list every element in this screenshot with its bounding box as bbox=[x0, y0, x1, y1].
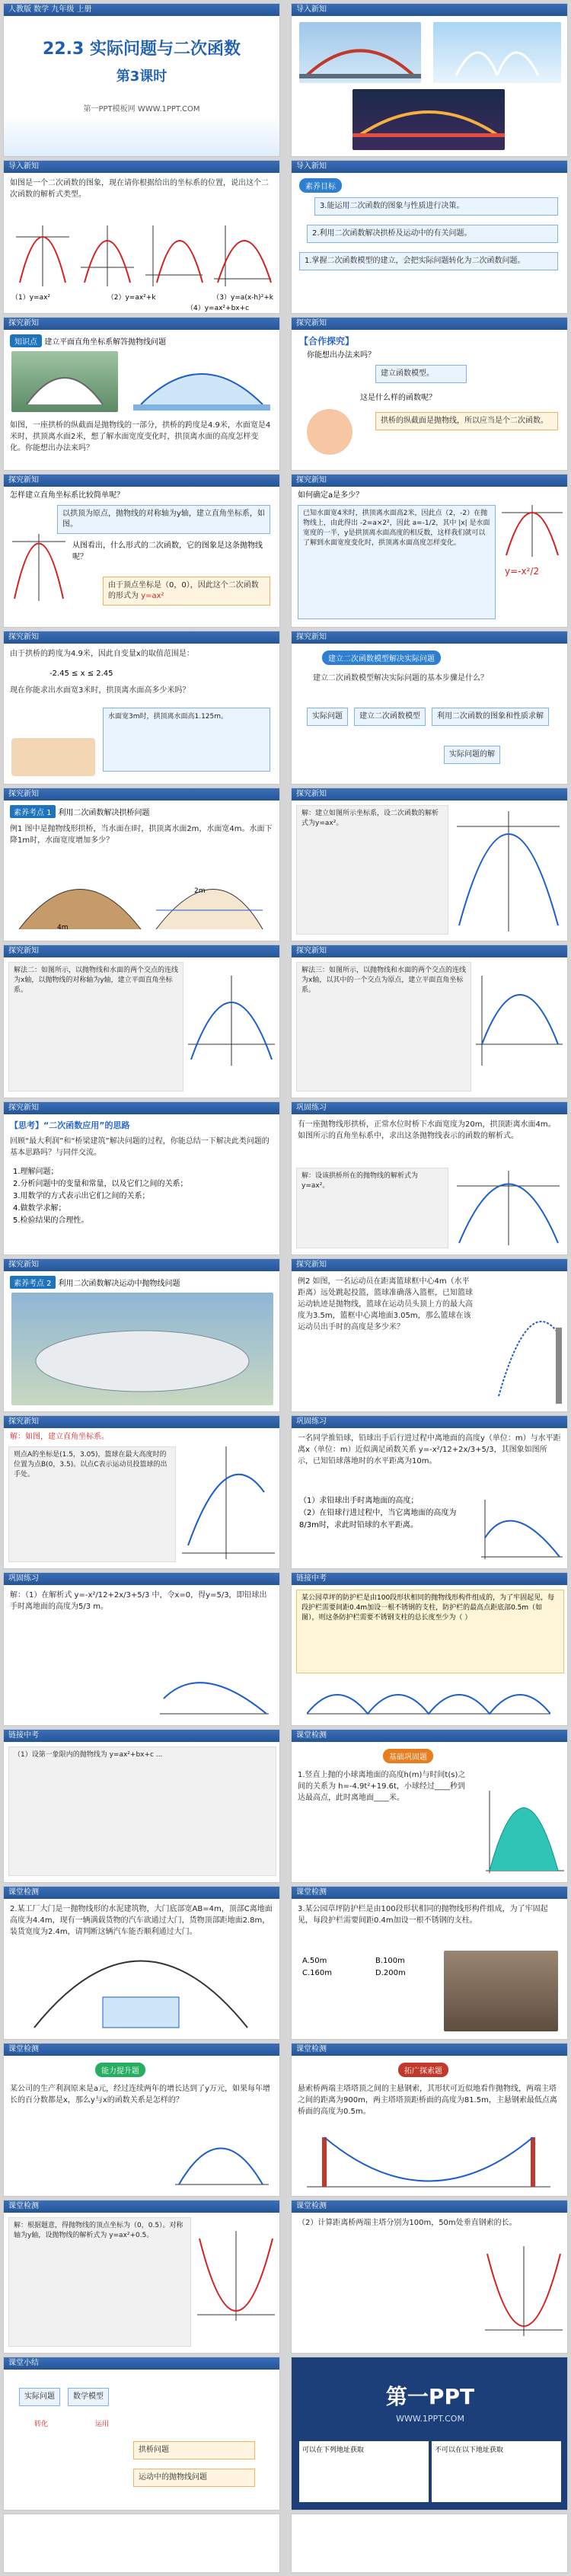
option-d[interactable]: D.200m bbox=[375, 1969, 406, 1977]
find-a-diagram bbox=[500, 505, 564, 558]
student-avatar bbox=[307, 409, 352, 455]
type-label-1: （1）y=ax² bbox=[11, 294, 51, 302]
method-2-graph bbox=[187, 976, 276, 1067]
goal-3: 3.能运用二次函数的图象与性质进行决策。 bbox=[314, 197, 558, 216]
example-2-text: 例2 如图，一名运动员在距离篮球框中心4m（水平距离）远处跳起投篮，篮球准确落入篮框，已知篮球运动轨迹是抛物线，篮球在运动员头顶上方的最大高度为3.5m，篮框中心离地面3.05m，那么篮球在该运动员出手时的高度是多少米？ bbox=[298, 1277, 473, 1331]
slide-header: 探究新知 bbox=[4, 1102, 279, 1114]
slide-header: 链接中考 bbox=[4, 1730, 279, 1742]
slide-header: 导入新知 bbox=[292, 161, 567, 173]
slide-practice-1 bbox=[291, 1101, 568, 1255]
basic-tag: 基础巩固题 bbox=[383, 1749, 433, 1763]
range-text: 由于拱桥的跨度为4.9米，因此自变量x的取值范围是： bbox=[10, 650, 194, 658]
basketball-diagram bbox=[491, 1305, 564, 1404]
goal-1: 1.掌握二次函数模型的建立，会把实际问题转化为二次函数问题。 bbox=[299, 252, 558, 270]
test-2-text: 2.某工厂大门是一抛物线形的水泥建筑物，大门底部宽AB=4m，顶部C离地面高度为4.4m，现有一辆满载货物的汽车欲通过大门，货物顶部距地面2.8m，装货宽度为2.4m，请判断这辆汽车能否顺利通过大门。 bbox=[10, 1905, 273, 1936]
fountain-photo bbox=[433, 22, 561, 83]
slide-blank bbox=[3, 2514, 280, 2573]
shotput-q2: （2）在铅球行进过程中，当它离地面的高度为8/3m时，求此时铅球的水平距离。 bbox=[299, 1509, 457, 1529]
option-b[interactable]: B.100m bbox=[375, 1957, 405, 1965]
example-2-title: 利用二次函数解决运动中抛物线问题 bbox=[58, 1280, 180, 1288]
think-step-2: 2.分析问题中的变量和常量，以及它们之间的关系； bbox=[13, 1180, 188, 1188]
slide-header: 探究新知 bbox=[292, 475, 567, 487]
shotput-text: 一名同学推铅球，铅球出手后行进过程中离地面的高度y（单位：m）与水平距离x（单位：m）近似满足函数关系 y=-x²/12+2x/3+5/3，其图象如图所示，已知铅球落地时的水平距离为10m。 bbox=[298, 1434, 561, 1465]
method-3-graph bbox=[474, 976, 564, 1067]
intro-text: 如图是一个二次函数的图象，现在请你根据给出的坐标系的位置，说出这个二次函数的解析式类型。 bbox=[10, 179, 269, 199]
slide-header: 探究新知 bbox=[292, 318, 567, 330]
slide-header: 巩固练习 bbox=[292, 1102, 567, 1114]
solution-graph bbox=[453, 811, 564, 933]
think-text: 回顾“最大利润”和“桥梁建筑”解决问题的过程，你能总结一下解决此类问题的基本思路吗？与同伴交流。 bbox=[10, 1137, 270, 1157]
slide-header: 课堂小结 bbox=[4, 2357, 279, 2370]
bridge-cable-text: 悬索桥两端主塔塔顶之间的主悬钢索，其形状可近似地看作抛物线，两端主塔之间的距离为900m，两主塔塔顶距桥面的高度为81.5m，主悬钢索最低点离桥面的高度为0.5m。 bbox=[298, 2085, 557, 2116]
type-label-3: （3）y=a(x-h)²+k bbox=[212, 294, 273, 302]
slide-blank-2 bbox=[291, 2514, 568, 2573]
step-1: 实际问题 bbox=[307, 708, 348, 726]
bridge-cable-graph bbox=[307, 2133, 550, 2190]
slide-header: 探究新知 bbox=[4, 631, 279, 644]
slide-parabola-types bbox=[3, 160, 280, 314]
cable-calc-text: （2）计算距离桥两端主塔分别为100m，50m处垂直钢索的长。 bbox=[298, 2219, 517, 2227]
coord-question: 怎样建立直角坐标系比较简单呢？ bbox=[10, 491, 124, 500]
width-label: 4m bbox=[57, 924, 69, 932]
brand-site[interactable]: WWW.1PPT.COM bbox=[396, 2414, 464, 2424]
slide-header: 导入新知 bbox=[4, 161, 279, 173]
knowledge-heading: 建立平面直角坐标系解答抛物线问题 bbox=[44, 338, 167, 347]
step-4: 实际问题的解 bbox=[444, 746, 500, 764]
slide-cable-solution bbox=[3, 2200, 280, 2354]
slide-header: 探究新知 bbox=[4, 1416, 279, 1428]
slide-test-4 bbox=[3, 2043, 280, 2197]
test-4-graph bbox=[171, 2127, 270, 2188]
slide-header: 课堂检测 bbox=[4, 1887, 279, 1899]
think-title: 【思考】“二次函数应用”的思路 bbox=[10, 1120, 130, 1130]
slide-cooperation bbox=[291, 317, 568, 471]
slide-header: 探究新知 bbox=[292, 631, 567, 644]
parabola-diagrams bbox=[8, 222, 276, 290]
slide-method-3 bbox=[291, 944, 568, 1098]
summary-math-model: 数学模型 bbox=[68, 2388, 109, 2406]
coord-answer: 以拱顶为原点，抛物线的对称轴为y轴，建立直角坐标系，如图。 bbox=[57, 505, 270, 534]
slide-header: 探究新知 bbox=[292, 1259, 567, 1271]
think-step-4: 4.做数学求解； bbox=[13, 1204, 66, 1213]
summary-real-problem: 实际问题 bbox=[19, 2388, 60, 2406]
shotput-graph bbox=[477, 1500, 564, 1561]
slide-header: 探究新知 bbox=[292, 945, 567, 957]
find-a-question: 如何确定a是多少？ bbox=[298, 491, 364, 500]
range-answer: 水面宽3m时，拱顶离水面高1.125m。 bbox=[103, 708, 270, 772]
slide-header: 探究新知 bbox=[4, 788, 279, 801]
step-3: 利用二次函数的图象和性质求解 bbox=[432, 708, 549, 726]
stadium-photo bbox=[11, 1293, 273, 1405]
range-value: -2.45 ≤ x ≤ 2.45 bbox=[49, 670, 113, 678]
slide-header: 人教版 数学 九年级 上册 bbox=[4, 4, 279, 16]
method-3-text: 解法三：如图所示，以抛物线和水面的两个交点的连线为x轴，以其中的一个交点为原点，建立平面直角坐标系。 bbox=[296, 962, 471, 1091]
think-step-1: 1.理解问题； bbox=[13, 1168, 59, 1176]
goal-2: 2.利用二次函数解决拱桥及运动中的有关问题。 bbox=[307, 225, 558, 243]
example-2-badge: 素养考点 2 bbox=[10, 1276, 56, 1289]
slide-example-2-intro bbox=[3, 1258, 280, 1412]
brand-footer-right: 不可以在以下地址获取 bbox=[432, 2441, 561, 2502]
find-a-formula: y=-x²/2 bbox=[505, 566, 540, 577]
slide-header: 探究新知 bbox=[4, 945, 279, 957]
slide-exam-solution bbox=[3, 1729, 280, 1883]
stone-bridge-photo bbox=[11, 351, 118, 412]
vertex-text: 由于顶点坐标是（0，0），因此这个二次函数的形式为 bbox=[108, 581, 259, 600]
slide-coordinate bbox=[3, 474, 280, 628]
slide-practice-2 bbox=[291, 1415, 568, 1569]
slide-solution-2 bbox=[3, 1415, 280, 1569]
example-title: 利用二次函数解决拱桥问题 bbox=[58, 809, 150, 817]
solution-2-graph bbox=[180, 1446, 276, 1561]
shotput-solution-graph bbox=[156, 1664, 270, 1718]
slide-header: 课堂检测 bbox=[4, 2200, 279, 2213]
slide-test-2 bbox=[3, 1886, 280, 2040]
slide-test-3 bbox=[291, 1886, 568, 2040]
find-a-answer: 已知水面宽4米时，拱顶离水面高2米，因此点（2，-2）在抛物线上，由此得出 -2=a×2²，因此 a=-1/2，其中 |x| 是水面宽度的一半，y是拱顶离水面高度的相反数，这样我们就可以了解到水面宽度变化时，拱顶离水面高度怎样变化。 bbox=[298, 505, 496, 619]
slide-header: 课堂检测 bbox=[4, 2044, 279, 2056]
slide-header: 探究新知 bbox=[4, 475, 279, 487]
slide-summary bbox=[3, 2357, 280, 2510]
summary-motion: 运动中的抛物线问题 bbox=[133, 2469, 255, 2487]
slide-header: 巩固练习 bbox=[4, 1573, 279, 1585]
summary-apply: 运用 bbox=[95, 2421, 110, 2428]
arch-diagram bbox=[133, 351, 270, 412]
slide-header: 课堂检测 bbox=[292, 1730, 567, 1742]
cooperation-tag: 【合作探究】 bbox=[299, 336, 355, 347]
slide-knowledge-1 bbox=[3, 317, 280, 471]
slide-practice-2-solution bbox=[3, 1572, 280, 1726]
knowledge-tag: 知识点 bbox=[10, 334, 42, 347]
test-1-graph bbox=[482, 1791, 566, 1874]
slide-exam-link bbox=[291, 1572, 568, 1726]
steps-question: 建立二次函数模型解决实际问题的基本步骤是什么？ bbox=[313, 674, 488, 682]
slide-header: 探究新知 bbox=[4, 318, 279, 330]
type-label-4: （4）y=ax²+bx+c bbox=[187, 305, 250, 312]
think-step-5: 5.检验结果的合理性。 bbox=[13, 1216, 89, 1225]
slide-header: 课堂检测 bbox=[292, 2044, 567, 2056]
slide-goals bbox=[291, 160, 568, 314]
practice-solution: 解：设该拱桥所在的抛物线的解析式为y=ax²。 bbox=[296, 1168, 448, 1248]
slide-example-2 bbox=[291, 1258, 568, 1412]
answer-2: 拱桥的纵截面是抛物线，所以应当是个二次函数。 bbox=[375, 412, 558, 430]
think-step-3: 3.用数学的方式表示出它们之间的关系； bbox=[13, 1192, 150, 1200]
test-1-text: 1.竖直上抛的小球离地面的高度h(m)与时间t(s)之间的关系为 h=-4.9t²+19.6t，小球经过____秒到达最高点，此时离地面____米。 bbox=[298, 1771, 466, 1802]
solution-2-text: 则点A的坐标是(1.5，3.05)，篮球在最大高度时的位置为点B(0，3.5)。以点C表示运动员投篮球的出手处。 bbox=[8, 1446, 176, 1562]
slide-solution-1 bbox=[291, 788, 568, 941]
example-badge: 素养考点 1 bbox=[10, 805, 56, 818]
option-a[interactable]: A.50m bbox=[302, 1957, 327, 1965]
answer-1: 建立函数模型。 bbox=[375, 365, 467, 383]
question-2: 这是什么样的函数呢？ bbox=[360, 394, 436, 402]
example-diagram bbox=[11, 872, 270, 933]
steps-tag: 建立二次函数模型解决实际问题 bbox=[322, 650, 441, 665]
lesson-title: 22.3 实际问题与二次函数 bbox=[43, 40, 241, 59]
slide-header: 探究新知 bbox=[292, 788, 567, 801]
solution-text: 解：建立如图所示坐标系，设二次函数的解析式为y=ax²。 bbox=[296, 805, 448, 935]
exam-solution: （1）设第一象限内的抛物线为 y=ax²+bx+c ... bbox=[8, 1747, 276, 1876]
slide-cable-calc bbox=[291, 2200, 568, 2354]
option-c[interactable]: C.160m bbox=[302, 1969, 332, 1977]
type-label-2: （2）y=ax²+k bbox=[107, 294, 156, 302]
students-image bbox=[11, 738, 95, 776]
slide-header: 课堂检测 bbox=[292, 1887, 567, 1899]
vertex-formula: y=ax² bbox=[141, 592, 164, 600]
example-question: 例1 图中是抛物线形拱桥，当水面在l时，拱顶离水面2m，水面宽4m。水面下降1m时，水面宽度增加多少？ bbox=[10, 825, 273, 845]
practice-text: 有一座抛物线形拱桥，正常水位时桥下水面宽度为20m，拱顶距离水面4m。如图所示的直角坐标系中，求出这条抛物线表示的函数的解析式。 bbox=[298, 1120, 556, 1140]
test-3-photo bbox=[444, 1951, 558, 2031]
slide-find-a bbox=[291, 474, 568, 628]
practice-graph bbox=[453, 1171, 564, 1247]
slide-header: 探究新知 bbox=[4, 1259, 279, 1271]
test-4-text: 某公司的生产利润原来是a元，经过连续两年的增长达到了y万元，如果每年增长的百分数都是x，那么y与x的函数关系是怎样的？ bbox=[10, 2085, 271, 2105]
slide-brand bbox=[291, 2357, 568, 2510]
step-2: 建立二次函数模型 bbox=[354, 708, 426, 726]
cable-solution-text: 解：根据题意，得抛物线的顶点坐标为（0，0.5）。对称轴为y轴，设抛物线的解析式为 y=ax²+0.5。 bbox=[8, 2217, 191, 2347]
summary-arch: 拱桥问题 bbox=[133, 2441, 255, 2459]
shotput-q1: （1）求铅球出手时离地面的高度； bbox=[299, 1497, 419, 1505]
shotput-solution: 解：（1）在解析式 y=-x²/12+2x/3+5/3 中，令x=0，得y=5/3，即铅球出手时离地面的高度为5/3 m。 bbox=[10, 1591, 267, 1611]
slide-header: 课堂检测 bbox=[292, 2200, 567, 2213]
fence-diagram bbox=[307, 1680, 550, 1718]
bridge-photo bbox=[299, 22, 421, 83]
slide-test-5 bbox=[291, 2043, 568, 2197]
test-2-graph bbox=[19, 1955, 263, 2031]
slide-title bbox=[3, 3, 280, 157]
height-label: 2m bbox=[194, 887, 206, 895]
extend-tag: 拓广探索题 bbox=[398, 2063, 448, 2077]
coord-text: 从图看出，什么形式的二次函数，它的图象是这条抛物线呢？ bbox=[72, 542, 263, 561]
slide-header: 导入新知 bbox=[292, 4, 567, 16]
ability-tag: 能力提升题 bbox=[95, 2063, 145, 2077]
slide-test-1 bbox=[291, 1729, 568, 1883]
vertex-box bbox=[103, 577, 270, 606]
slide-header: 巩固练习 bbox=[292, 1416, 567, 1428]
slide-think bbox=[3, 1101, 280, 1255]
coord-diagram bbox=[8, 534, 69, 602]
exam-text: 某公园草坪的防护栏是由100段形状相同的抛物线形构件组成的，为了牢固起见，每段护栏需要间距0.4m加设一根不锈钢的支柱，防护栏的最高点距底部0.5m（如图），则这条防护栏需要不锈钢支柱的总长度至少为（ ） bbox=[296, 1590, 564, 1673]
cable-solution-graph bbox=[196, 2231, 276, 2322]
bridge-problem-text: 如图，一座拱桥的纵截面是抛物线的一部分，拱桥的跨度是4.9米，水面宽是4米时，拱顶离水面2米，想了解水面宽度变化时，拱顶离水面的高度怎样变化。你能想出办法来吗？ bbox=[10, 421, 271, 452]
night-bridge-photo bbox=[352, 89, 505, 150]
method-2-text: 解法二：如图所示，以抛物线和水面的两个交点的连线为x轴，以抛物线的对称轴为y轴，建立平面直角坐标系。 bbox=[8, 962, 183, 1091]
slide-steps bbox=[291, 631, 568, 785]
slide-header: 链接中考 bbox=[292, 1573, 567, 1585]
cable-calc-graph bbox=[483, 2246, 564, 2338]
slide-intro-photos bbox=[291, 3, 568, 157]
slide-example-1 bbox=[3, 788, 280, 941]
range-question: 现在你能求出水面宽3米时，拱顶离水面高多少米吗？ bbox=[10, 686, 190, 695]
test-3-text: 3.某公园草坪防护栏是由100段形状相同的抛物线形构件组成，为了牢固起见，每段护栏需要间距0.4m加设一根不锈钢的支柱。 bbox=[298, 1905, 548, 1925]
slide-method-2 bbox=[3, 944, 280, 1098]
slide-range bbox=[3, 631, 280, 785]
question-1: 你能想出办法来吗？ bbox=[307, 351, 375, 360]
goal-tag: 素养目标 bbox=[299, 178, 342, 193]
brand-logo: 第一PPT bbox=[385, 2384, 475, 2409]
brand-footer-left: 可以在下列地址获取 bbox=[299, 2441, 429, 2502]
solution-2-title: 解：如图，建立直角坐标系。 bbox=[10, 1433, 109, 1441]
summary-transform: 转化 bbox=[34, 2421, 49, 2428]
brand-text: 第一PPT模板网 WWW.1PPT.COM bbox=[83, 105, 200, 113]
lesson-subtitle: 第3课时 bbox=[116, 69, 167, 85]
